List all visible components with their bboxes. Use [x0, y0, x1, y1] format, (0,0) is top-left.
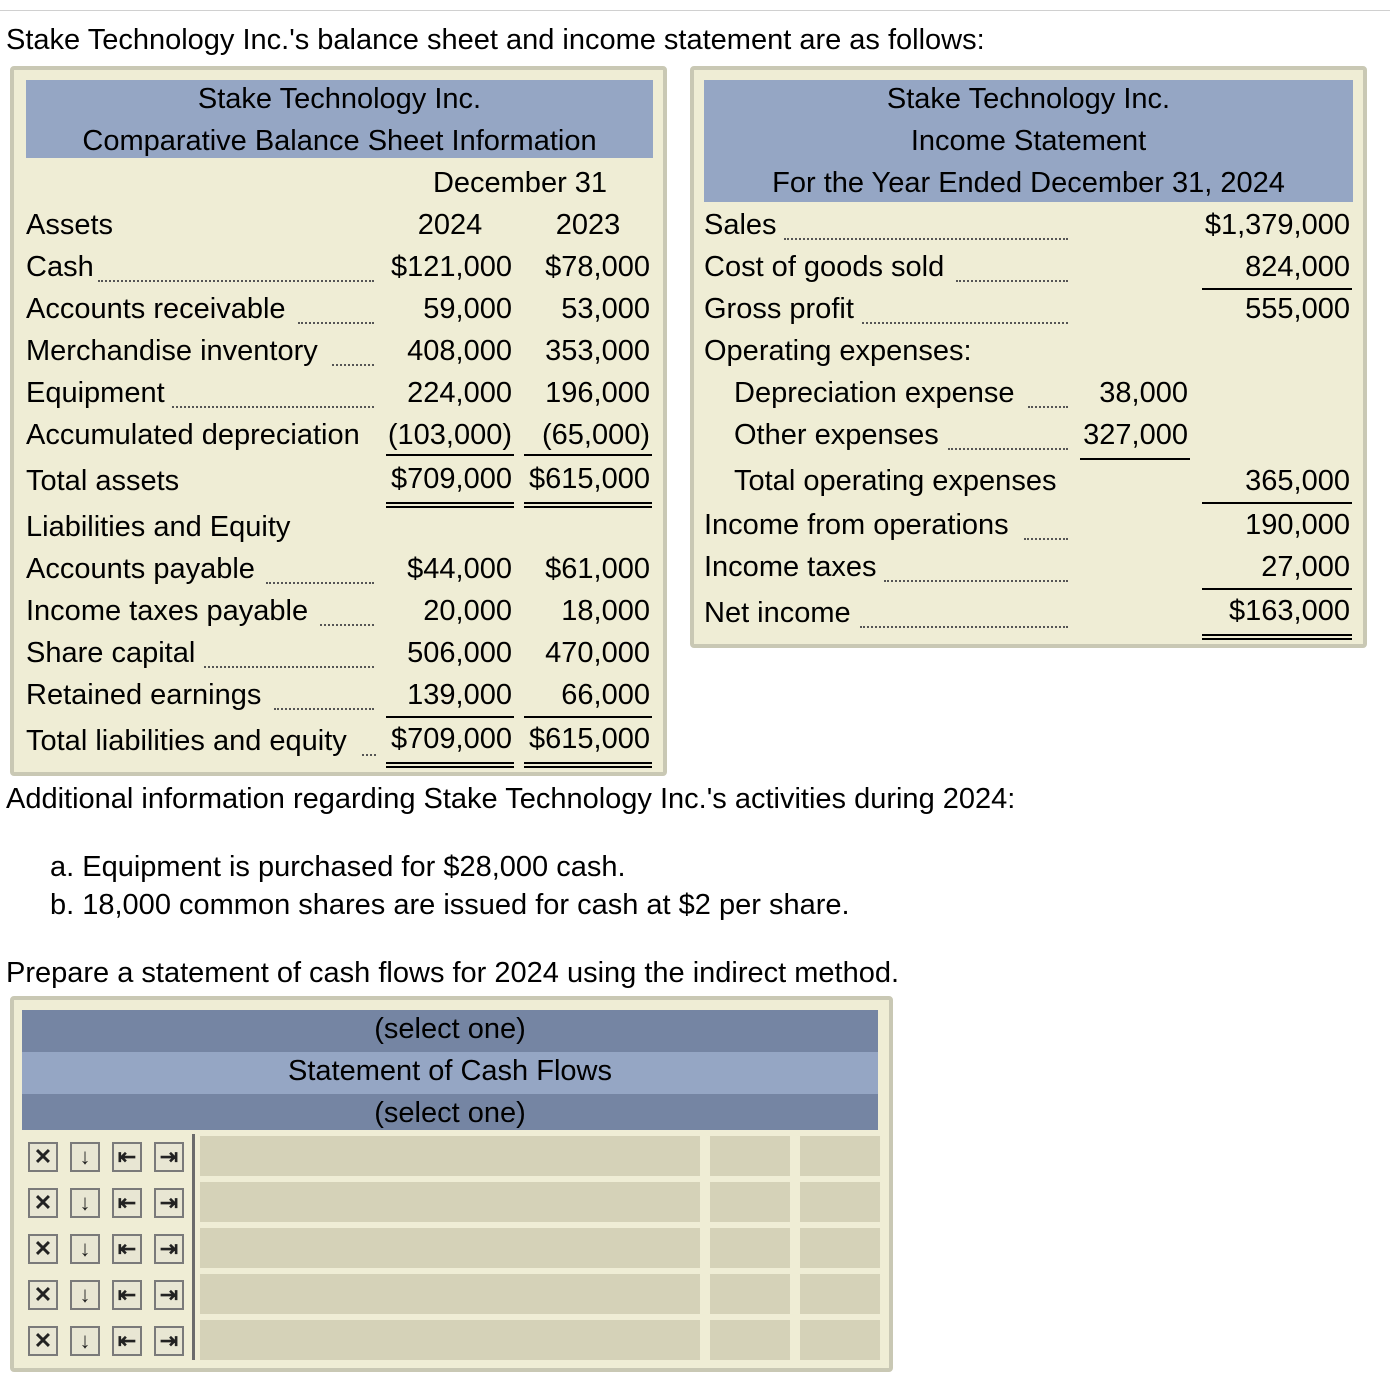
subtotal-rule — [524, 716, 652, 718]
outdent-icon[interactable]: ⇤ — [112, 1188, 142, 1218]
indent-icon[interactable]: ⇥ — [154, 1234, 184, 1264]
additional-item-a: a. Equipment is purchased for $28,000 cash. — [50, 851, 626, 883]
cf-company-select[interactable]: (select one) — [374, 1013, 526, 1045]
indent-icon[interactable]: ⇥ — [154, 1142, 184, 1172]
bs-row-label: Accumulated depreciation — [26, 419, 360, 451]
cf-description-cell[interactable] — [200, 1228, 700, 1268]
is-value: 365,000 — [1245, 465, 1350, 497]
is-value: $163,000 — [1229, 595, 1350, 627]
balance-sheet-panel — [10, 66, 667, 776]
bs-value-2024: $44,000 — [407, 553, 512, 585]
total-le-2023: $615,000 — [529, 723, 650, 755]
bs-value-2023: 470,000 — [545, 637, 650, 669]
close-icon[interactable]: ✕ — [28, 1234, 58, 1264]
is-value: $1,379,000 — [1204, 209, 1350, 241]
leader-dots — [860, 626, 1068, 628]
leader-dots — [266, 582, 374, 584]
year-2023: 2023 — [555, 209, 621, 241]
bs-value-2023: 18,000 — [561, 595, 650, 627]
cf-total-cell[interactable] — [800, 1136, 880, 1176]
cf-description-cell[interactable] — [200, 1136, 700, 1176]
subtotal-rule — [524, 454, 652, 456]
leader-dots — [884, 580, 1068, 582]
leader-dots — [332, 364, 374, 366]
cf-total-cell[interactable] — [800, 1228, 880, 1268]
is-row-label: Income from operations — [704, 509, 1009, 541]
bs-value-2024: (103,000) — [387, 419, 512, 451]
bs-row-label: Share capital — [26, 637, 196, 669]
opex-heading: Operating expenses: — [704, 335, 972, 367]
indent-icon[interactable]: ⇥ — [154, 1280, 184, 1310]
close-icon[interactable]: ✕ — [28, 1188, 58, 1218]
arrow-down-icon[interactable]: ↓ — [70, 1280, 100, 1310]
leader-dots — [1024, 538, 1068, 540]
cf-period-select[interactable]: (select one) — [374, 1097, 526, 1129]
is-title: Income Statement — [910, 125, 1147, 157]
assets-heading: Assets — [26, 209, 114, 241]
bs-value-2024: 20,000 — [423, 595, 512, 627]
additional-item-b: b. 18,000 common shares are issued for cash at $2 per share. — [50, 889, 850, 921]
total-le-label: Total liabilities and equity — [26, 725, 347, 757]
liab-equity-heading: Liabilities and Equity — [26, 511, 291, 543]
total-double-rule — [386, 762, 514, 768]
is-value: 555,000 — [1245, 293, 1350, 325]
cash-flow-panel — [10, 996, 893, 1372]
bs-row-label: Accounts receivable — [26, 293, 286, 325]
cf-amount-cell[interactable] — [710, 1136, 790, 1176]
intro-text: Stake Technology Inc.'s balance sheet and income statement are as follows: — [6, 24, 985, 56]
is-period: For the Year Ended December 31, 2024 — [772, 167, 1285, 199]
cf-description-cell[interactable] — [200, 1274, 700, 1314]
indent-icon[interactable]: ⇥ — [154, 1326, 184, 1356]
bs-value-2024: $121,000 — [391, 251, 512, 283]
leader-dots — [274, 708, 374, 710]
leader-dots — [948, 448, 1068, 450]
is-value: 27,000 — [1261, 551, 1350, 583]
cf-description-cell[interactable] — [200, 1182, 700, 1222]
subtotal-rule — [1202, 588, 1352, 590]
subtotal-rule — [386, 454, 514, 456]
close-icon[interactable]: ✕ — [28, 1280, 58, 1310]
bs-value-2024: 408,000 — [407, 335, 512, 367]
cf-amount-cell[interactable] — [710, 1320, 790, 1360]
is-row-label: Sales — [704, 209, 777, 241]
bs-row-label: Income taxes payable — [26, 595, 309, 627]
is-sub-value: 38,000 — [1099, 377, 1188, 409]
subtotal-rule — [386, 716, 514, 718]
subtotal-rule — [1202, 288, 1352, 290]
bs-value-2023: $61,000 — [545, 553, 650, 585]
leader-dots — [862, 322, 1068, 324]
leader-dots — [98, 280, 374, 282]
close-icon[interactable]: ✕ — [28, 1142, 58, 1172]
close-icon[interactable]: ✕ — [28, 1326, 58, 1356]
bs-title: Comparative Balance Sheet Information — [82, 125, 597, 157]
arrow-down-icon[interactable]: ↓ — [70, 1326, 100, 1356]
arrow-down-icon[interactable]: ↓ — [70, 1234, 100, 1264]
is-row-label: Total operating expenses — [734, 465, 1057, 497]
total-assets-2024: $709,000 — [391, 463, 512, 495]
cf-total-cell[interactable] — [800, 1320, 880, 1360]
bs-row-label: Cash — [26, 251, 94, 283]
is-sub-value: 327,000 — [1083, 419, 1188, 451]
is-row-label: Other expenses — [734, 419, 939, 451]
bs-value-2023: 66,000 — [561, 679, 650, 711]
bs-value-2024: 139,000 — [407, 679, 512, 711]
cf-description-cell[interactable] — [200, 1320, 700, 1360]
total-double-rule — [524, 502, 652, 508]
additional-heading: Additional information regarding Stake Technology Inc.'s activities during 2024: — [6, 783, 1016, 815]
bs-value-2024: 224,000 — [407, 377, 512, 409]
bs-row-label: Retained earnings — [26, 679, 262, 711]
leader-dots — [956, 280, 1068, 282]
bs-row-label: Equipment — [26, 377, 165, 409]
arrow-down-icon[interactable]: ↓ — [70, 1188, 100, 1218]
leader-dots — [298, 322, 374, 324]
subtotal-rule — [1080, 458, 1190, 460]
year-2024: 2024 — [417, 209, 483, 241]
cf-total-cell[interactable] — [800, 1182, 880, 1222]
subtotal-rule — [1202, 502, 1352, 504]
total-double-rule — [524, 762, 652, 768]
is-row-label: Cost of goods sold — [704, 251, 945, 283]
outdent-icon[interactable]: ⇤ — [112, 1142, 142, 1172]
income-statement-panel — [690, 66, 1367, 648]
leader-dots — [784, 238, 1068, 240]
leader-dots — [320, 624, 374, 626]
leader-dots — [204, 666, 374, 668]
is-row-label: Income taxes — [704, 551, 877, 583]
top-divider — [0, 10, 1390, 11]
total-assets-label: Total assets — [26, 465, 180, 497]
bs-value-2023: 53,000 — [561, 293, 650, 325]
cf-title: Statement of Cash Flows — [288, 1055, 612, 1087]
bs-row-label: Merchandise inventory — [26, 335, 318, 367]
prompt-text: Prepare a statement of cash flows for 2024 using the indirect method. — [6, 957, 900, 989]
bs-value-2024: 506,000 — [407, 637, 512, 669]
bs-value-2024: 59,000 — [423, 293, 512, 325]
bs-row-label: Accounts payable — [26, 553, 255, 585]
leader-dots — [172, 406, 374, 408]
cf-amount-cell[interactable] — [710, 1228, 790, 1268]
is-row-label: Depreciation expense — [734, 377, 1015, 409]
is-row-label: Gross profit — [704, 293, 854, 325]
indent-icon[interactable]: ⇥ — [154, 1188, 184, 1218]
total-double-rule — [1202, 634, 1352, 640]
is-row-label: Net income — [704, 597, 851, 629]
bs-value-2023: $78,000 — [545, 251, 650, 283]
outdent-icon[interactable]: ⇤ — [112, 1234, 142, 1264]
bs-value-2023: 353,000 — [545, 335, 650, 367]
row-tools-divider — [192, 1134, 195, 1360]
leader-dots — [1028, 406, 1068, 408]
cf-total-cell[interactable] — [800, 1274, 880, 1314]
is-company: Stake Technology Inc. — [886, 83, 1171, 115]
total-le-2024: $709,000 — [391, 723, 512, 755]
total-assets-2023: $615,000 — [529, 463, 650, 495]
is-value: 190,000 — [1245, 509, 1350, 541]
is-value: 824,000 — [1245, 251, 1350, 283]
outdent-icon[interactable]: ⇤ — [112, 1280, 142, 1310]
arrow-down-icon[interactable]: ↓ — [70, 1142, 100, 1172]
bs-company: Stake Technology Inc. — [197, 83, 482, 115]
bs-value-2023: (65,000) — [541, 419, 650, 451]
outdent-icon[interactable]: ⇤ — [112, 1326, 142, 1356]
total-double-rule — [386, 502, 514, 508]
bs-date-header: December 31 — [432, 167, 608, 199]
cf-amount-cell[interactable] — [710, 1182, 790, 1222]
bs-value-2023: 196,000 — [545, 377, 650, 409]
cf-amount-cell[interactable] — [710, 1274, 790, 1314]
